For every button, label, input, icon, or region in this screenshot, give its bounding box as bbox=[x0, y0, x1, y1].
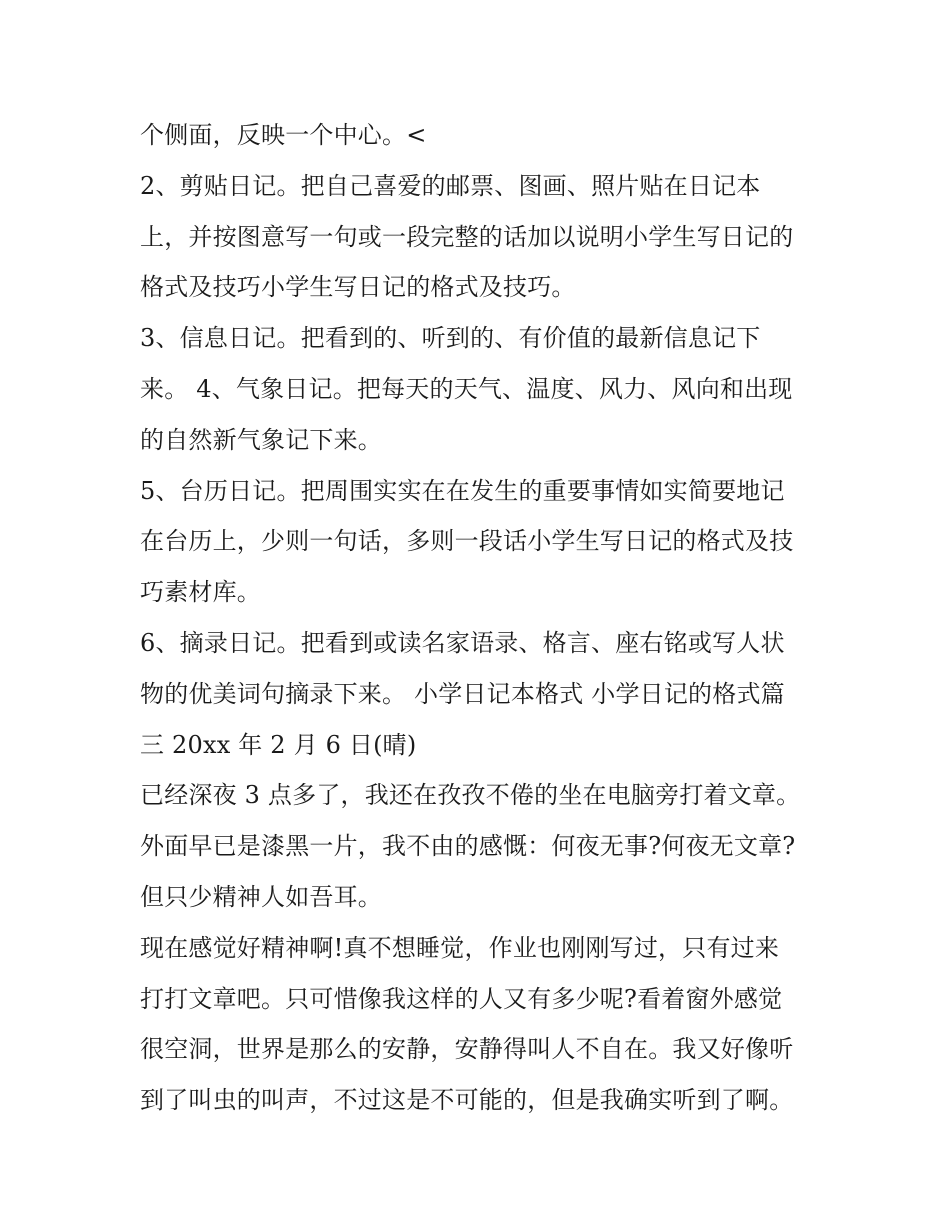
text-line: 物的优美词句摘录下来。 小学日记本格式 小学日记的格式篇 bbox=[140, 679, 785, 708]
text-line: 现在感觉好精神啊!真不想睡觉，作业也刚刚写过，只有过来 bbox=[140, 933, 780, 962]
text-line: 三 20xx 年 2 月 6 日(晴) bbox=[140, 730, 417, 759]
text-line: 个侧面，反映一个中心。< bbox=[140, 121, 427, 149]
text-line: 已经深夜 3 点多了，我还在孜孜不倦的坐在电脑旁打着文章。 bbox=[140, 781, 801, 810]
text-line: 打打文章吧。只可惜像我这样的人又有多少呢?看着窗外感觉 bbox=[140, 984, 783, 1013]
text-line: 很空洞，世界是那么的安静，安静得叫人不自在。我又好像听 bbox=[140, 1035, 794, 1064]
text-line: 在台历上，少则一句话，多则一段话小学生写日记的格式及技 bbox=[140, 527, 794, 556]
text-line: 6、摘录日记。把看到或读名家语录、格言、座右铭或写人状 bbox=[140, 628, 785, 657]
text-line: 3、信息日记。把看到的、听到的、有价值的最新信息记下 bbox=[140, 324, 761, 353]
text-line: 外面早已是漆黑一片，我不由的感慨：何夜无事?何夜无文章? bbox=[140, 832, 796, 861]
text-line: 格式及技巧小学生写日记的格式及技巧。 bbox=[140, 273, 576, 302]
text-line: 到了叫虫的叫声，不过这是不可能的，但是我确实听到了啊。 bbox=[140, 1086, 794, 1115]
text-line: 来。 4、气象日记。把每天的天气、温度、风力、风向和出现 bbox=[140, 374, 793, 403]
text-line: 5、台历日记。把周围实实在在发生的重要事情如实简要地记 bbox=[140, 476, 785, 505]
text-line: 但只少精神人如吾耳。 bbox=[140, 882, 382, 911]
text-line: 2、剪贴日记。把自己喜爱的邮票、图画、照片贴在日记本 bbox=[140, 171, 761, 200]
text-line: 巧素材库。 bbox=[140, 578, 261, 607]
text-line: 上，并按图意写一句或一段完整的话加以说明小学生写日记的 bbox=[140, 222, 794, 251]
document-body bbox=[140, 110, 830, 1126]
text-line: 的自然新气象记下来。 bbox=[140, 425, 382, 454]
